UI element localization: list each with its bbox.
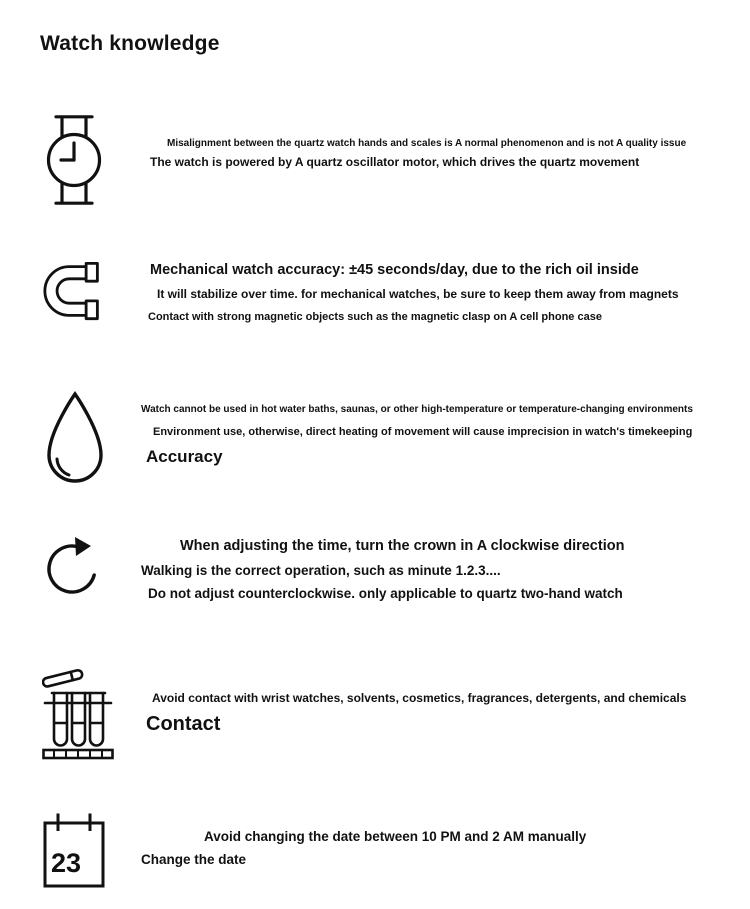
info-line: When adjusting the time, turn the crown in A clockwise direction [180, 537, 625, 554]
text-cell [141, 389, 740, 474]
calendar-day-text: 23 [51, 847, 82, 878]
info-line: Misalignment between the quartz watch hands and scales is A normal phenomenon and is not A quality issue [167, 138, 687, 149]
text-cell [146, 665, 740, 744]
icon-cell [40, 389, 146, 489]
info-line: Change the date [141, 852, 247, 868]
section-quartz-movement [40, 112, 740, 208]
section-crown-adjustment [40, 529, 740, 609]
info-line: Avoid contact with wrist watches, solvents, cosmetics, fragrances, detergents, and chemicals [152, 690, 687, 705]
text-cell [141, 810, 740, 875]
water-drop-icon [42, 389, 108, 489]
icon-cell [40, 112, 146, 208]
info-line: Contact [146, 713, 221, 736]
info-line: Contact with strong magnetic objects such as the magnetic clasp on A cell phone case [148, 311, 602, 324]
section-date-change [40, 810, 740, 890]
info-line: Avoid changing the date between 10 PM and 2 AM manually [204, 828, 587, 844]
text-cell [141, 529, 740, 609]
text-cell [146, 261, 740, 331]
test-tubes-icon [42, 665, 114, 763]
info-line: Watch cannot be used in hot water baths, saunas, or other high-temperature or temperature-changing environments [141, 403, 693, 415]
sections-list [40, 112, 740, 890]
section-magnetism [40, 261, 740, 331]
info-line: Do not adjust counterclockwise. only applicable to quartz two-hand watch [148, 586, 623, 602]
icon-cell [40, 529, 146, 601]
info-line: The watch is powered by A quartz oscillator motor, which drives the quartz movement [150, 155, 640, 169]
section-chemicals [40, 665, 740, 763]
icon-cell [40, 810, 146, 890]
watch-icon [42, 112, 106, 208]
icon-cell [40, 665, 146, 763]
info-line: Mechanical watch accuracy: ±45 seconds/day, due to the rich oil inside [150, 262, 639, 278]
rotate-clockwise-icon [42, 529, 106, 601]
calendar-icon [42, 810, 106, 890]
page-title: Watch knowledge [40, 32, 220, 55]
info-line: Accuracy [146, 447, 223, 467]
section-temperature [40, 389, 740, 489]
info-line: Environment use, otherwise, direct heating of movement will cause imprecision in watch's timekeeping [153, 425, 693, 438]
icon-cell [40, 261, 146, 321]
info-line: It will stabilize over time. for mechanical watches, be sure to keep them away from magnets [157, 286, 679, 301]
magnet-icon [42, 261, 104, 321]
text-cell [146, 112, 740, 177]
info-line: Walking is the correct operation, such as minute 1.2.3.... [141, 562, 501, 578]
